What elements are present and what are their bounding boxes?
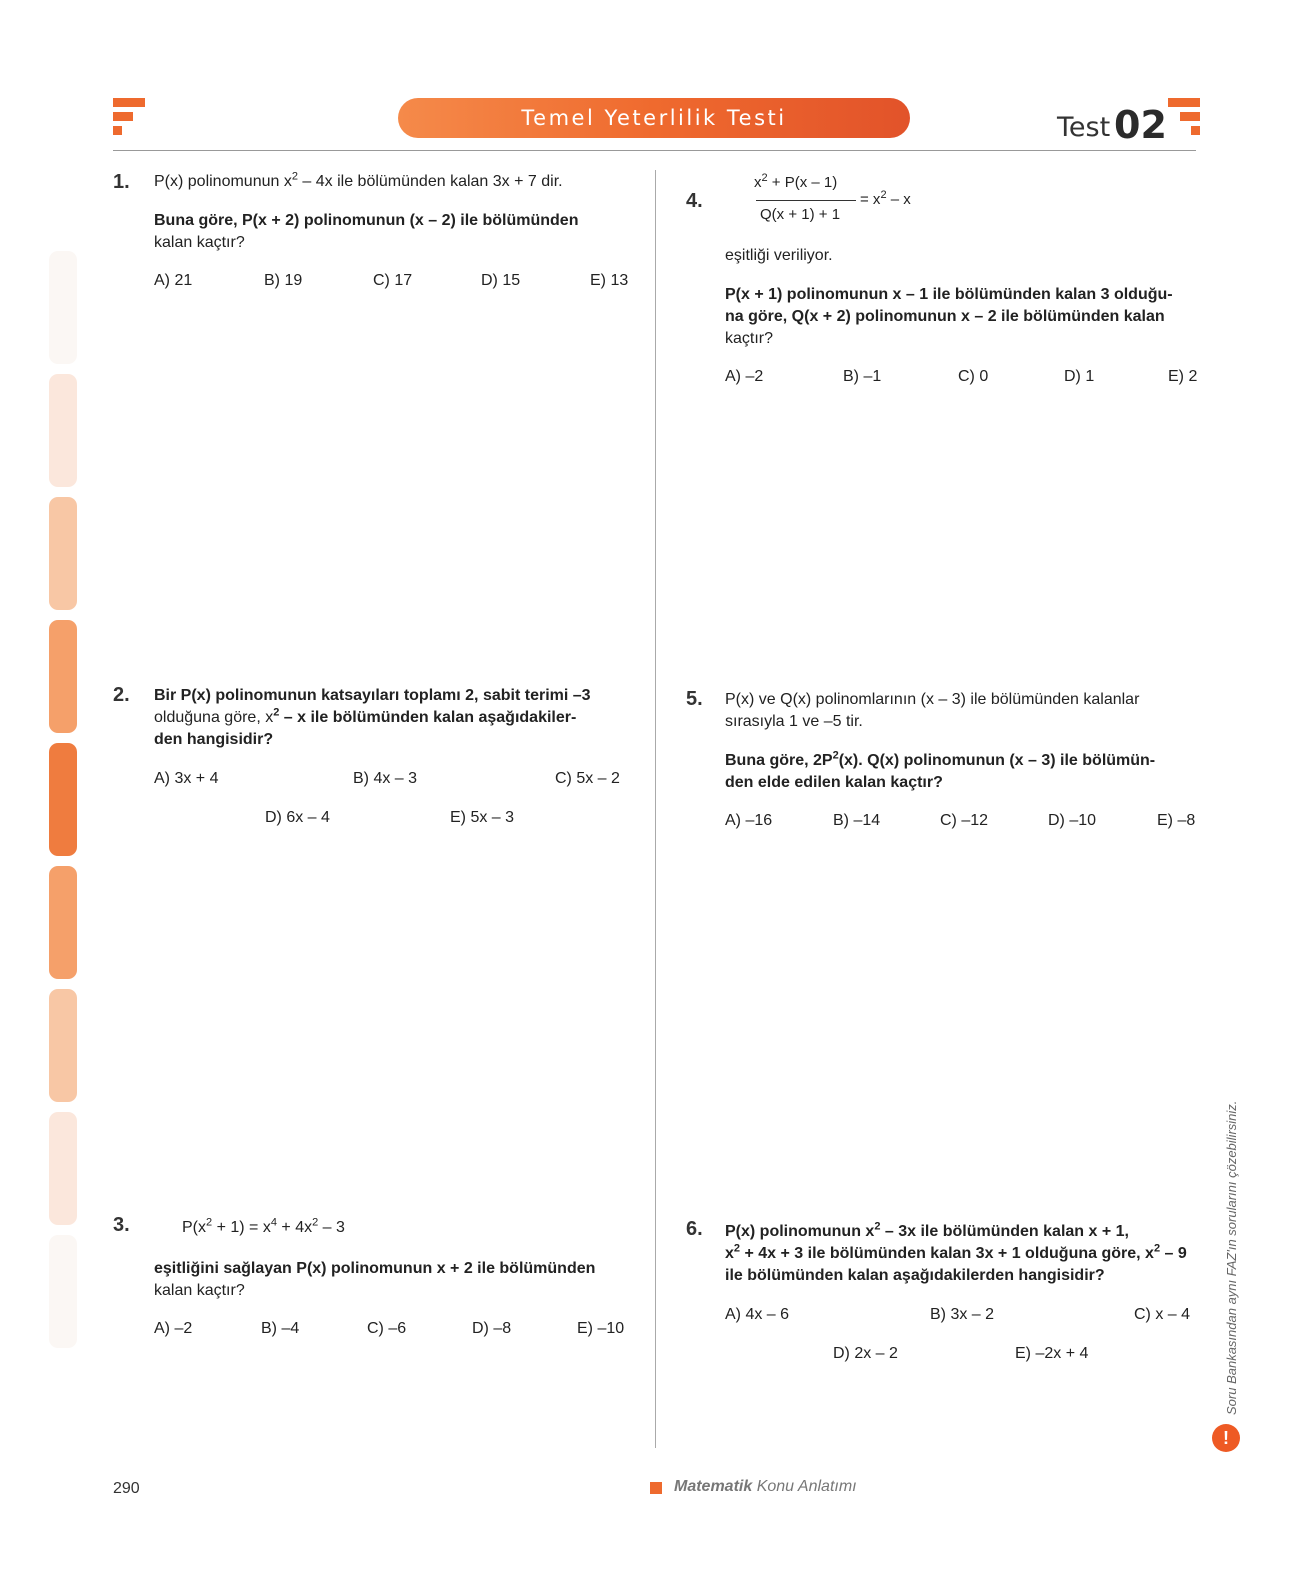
prompt-text: Buna göre, 2P	[725, 752, 833, 769]
exponent: 2	[273, 706, 280, 719]
option-b[interactable]: B) –4	[261, 1320, 300, 1337]
stem-text: sırasıyla 1 ve –5 tir.	[725, 713, 863, 730]
eq-text: x	[754, 174, 762, 191]
question-stem	[154, 685, 634, 751]
prompt-text: na göre, Q(x + 2) polinomunun x – 2 ile bölümünden kalan	[725, 308, 1165, 325]
eq-text: – x	[886, 191, 911, 208]
exponent: 4	[270, 1216, 277, 1229]
option-c[interactable]: C) 17	[373, 272, 413, 289]
f-logo-icon-right	[1168, 98, 1200, 138]
eq-text: + P(x – 1)	[767, 174, 838, 191]
fraction-bar	[756, 200, 856, 201]
option-c[interactable]: C) x – 4	[1134, 1306, 1191, 1323]
side-tab	[49, 866, 77, 979]
option-b[interactable]: B) –1	[843, 368, 882, 385]
option-a[interactable]: A) 21	[154, 272, 193, 289]
eq-text: P(x	[182, 1219, 206, 1236]
option-d[interactable]: D) 15	[481, 272, 521, 289]
exponent: 2	[206, 1216, 213, 1229]
question-prompt	[725, 284, 1200, 350]
test-number: 02	[1114, 103, 1167, 147]
option-a[interactable]: A) 3x + 4	[154, 770, 219, 787]
option-c[interactable]: C) –6	[367, 1320, 407, 1337]
header-divider	[113, 150, 1196, 151]
option-c[interactable]: C) 5x – 2	[555, 770, 620, 787]
stem-text: P(x) polinomunun x	[725, 1223, 875, 1240]
option-d[interactable]: D) 1	[1064, 368, 1095, 385]
stem-text: – 3x ile bölümünden kalan x + 1,	[880, 1223, 1129, 1240]
square-icon	[650, 1482, 662, 1494]
question-prompt	[725, 750, 1203, 794]
side-tab	[49, 497, 77, 610]
question-prompt	[154, 1258, 634, 1302]
prompt-bold: eşitliğini sağlayan P(x) polinomunun x + 2 ile bölümünden	[154, 1260, 596, 1277]
subject-rest: Konu Anlatımı	[752, 1478, 857, 1495]
question-number: 2.	[113, 684, 130, 706]
option-a[interactable]: A) 4x – 6	[725, 1306, 790, 1323]
side-tab	[49, 1235, 77, 1348]
exponent: 2	[761, 172, 768, 184]
stem-text: – 9	[1160, 1245, 1187, 1262]
column-divider	[655, 170, 656, 1448]
question-stem	[725, 1221, 1203, 1287]
option-b[interactable]: B) 4x – 3	[353, 770, 418, 787]
fraction-numerator	[754, 174, 837, 191]
question-number: 6.	[686, 1218, 703, 1240]
option-d[interactable]: D) 6x – 4	[265, 809, 330, 826]
subject-bold: Matematik	[674, 1478, 753, 1495]
option-b[interactable]: B) 19	[264, 272, 303, 289]
footer-subject	[674, 1478, 857, 1496]
stem-text: – x ile bölümünden kalan aşağıdakiler-	[279, 709, 577, 726]
prompt-text: P(x + 1) polinomunun x – 1 ile bölümünden kalan 3 olduğu-	[725, 286, 1173, 303]
question-stem	[725, 689, 1203, 733]
side-note: Soru Bankasından aynı FAZ'ın sorularını çözebilirsiniz.	[1224, 1100, 1239, 1415]
side-tab	[49, 620, 77, 733]
fraction-denominator: Q(x + 1) + 1	[760, 206, 841, 223]
question-prompt	[154, 210, 629, 254]
prompt-rest: kalan kaçtır?	[154, 234, 245, 251]
page-title: Temel Yeterlilik Testi	[398, 98, 910, 138]
stem-text: + 4x + 3 ile bölümünden kalan 3x + 1 olduğuna göre, x	[740, 1245, 1154, 1262]
question-number: 3.	[113, 1214, 130, 1236]
exponent: 2	[733, 1242, 741, 1255]
side-tab	[49, 374, 77, 487]
stem-text: olduğuna göre, x	[154, 709, 274, 726]
question-number: 5.	[686, 688, 703, 710]
exponent: 2	[312, 1216, 319, 1229]
option-c[interactable]: C) 0	[958, 368, 989, 385]
option-e[interactable]: E) 13	[590, 272, 629, 289]
option-e[interactable]: E) –8	[1157, 812, 1196, 829]
option-d[interactable]: D) –8	[472, 1320, 512, 1337]
eq-text: + 1) = x	[212, 1219, 271, 1236]
exponent: 2	[880, 189, 887, 201]
stem-text: ile bölümünden kalan aşağıdakilerden hangisidir?	[725, 1267, 1105, 1284]
side-tab	[49, 989, 77, 1102]
eq-text: + 4x	[276, 1219, 313, 1236]
eq-text: = x	[860, 191, 881, 208]
side-tab	[49, 1112, 77, 1225]
given-text: eşitliği veriliyor.	[725, 247, 833, 264]
question-number: 1.	[113, 171, 130, 193]
eq-text: – 3	[318, 1219, 345, 1236]
option-e[interactable]: E) 2	[1168, 368, 1198, 385]
prompt-text: kaçtır?	[725, 330, 774, 347]
option-a[interactable]: A) –2	[154, 1320, 193, 1337]
option-b[interactable]: B) –14	[833, 812, 881, 829]
exponent: 2	[832, 749, 839, 762]
side-tab	[49, 743, 77, 856]
exponent: 2	[874, 1220, 881, 1233]
question-number: 4.	[686, 190, 703, 212]
option-e[interactable]: E) –2x + 4	[1015, 1345, 1089, 1362]
option-d[interactable]: D) 2x – 2	[833, 1345, 898, 1362]
side-tab	[49, 251, 77, 364]
test-label: Test	[1057, 112, 1111, 143]
prompt-text: (x). Q(x) polinomunun (x – 3) ile bölümün-	[838, 752, 1156, 769]
option-e[interactable]: E) –10	[577, 1320, 625, 1337]
prompt-text: den elde edilen kalan kaçtır?	[725, 774, 943, 791]
stem-text: x	[725, 1245, 734, 1262]
exponent: 2	[1153, 1242, 1161, 1255]
f-logo-icon	[113, 98, 145, 138]
page-number: 290	[113, 1480, 140, 1497]
option-c[interactable]: C) –12	[940, 812, 989, 829]
stem-text: den hangisidir?	[154, 731, 274, 748]
stem-text: Bir P(x) polinomunun katsayıları toplamı 2, sabit terimi –3	[154, 687, 591, 704]
stem-text: P(x) ve Q(x) polinomlarının (x – 3) ile bölümünden kalanlar	[725, 691, 1140, 708]
option-d[interactable]: D) –10	[1048, 812, 1097, 829]
prompt-rest: kalan kaçtır?	[154, 1282, 245, 1299]
option-a[interactable]: A) –16	[725, 812, 773, 829]
prompt-bold: Buna göre, P(x + 2) polinomunun (x – 2) ile bölümünden	[154, 212, 579, 229]
equation	[182, 1217, 345, 1239]
exclamation-icon: !	[1212, 1424, 1240, 1452]
stem-text: P(x) polinomunun x	[154, 173, 292, 190]
option-e[interactable]: E) 5x – 3	[450, 809, 515, 826]
exponent: 2	[291, 170, 298, 183]
stem-text: – 4x ile bölümünden kalan 3x + 7 dir.	[297, 173, 563, 190]
equation-rhs	[860, 191, 911, 208]
option-a[interactable]: A) –2	[725, 368, 764, 385]
option-b[interactable]: B) 3x – 2	[930, 1306, 995, 1323]
question-stem	[154, 171, 629, 193]
